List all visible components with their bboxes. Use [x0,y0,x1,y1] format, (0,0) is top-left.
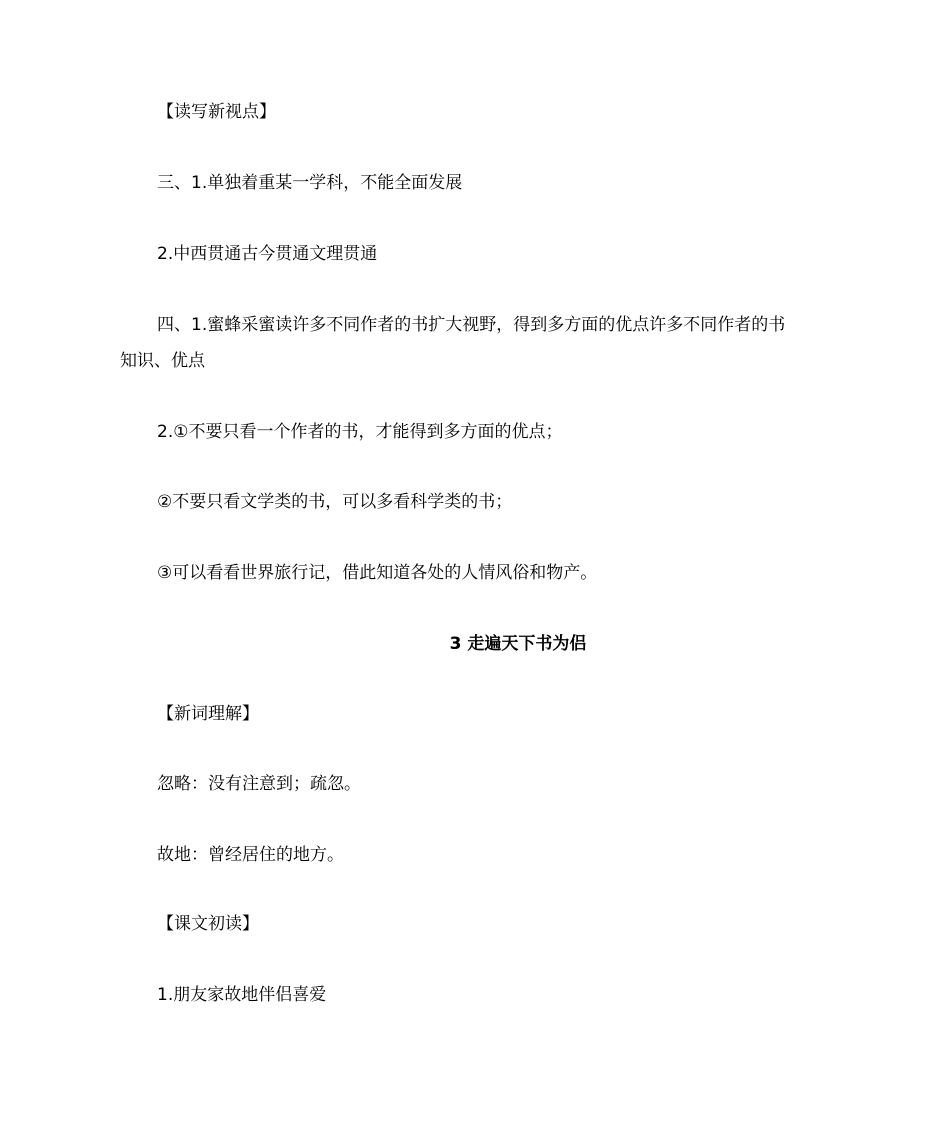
answer-3-1: 三、1.单独着重某一学科，不能全面发展 [157,173,463,193]
lesson-title: 3 走遍天下书为侣 [449,634,587,654]
section-heading-vocabulary: 【新词理解】 [157,704,259,724]
reading-item-1: 1.朋友家故地伴侣喜爱 [157,985,327,1005]
answer-4-2-a: 2.①不要只看一个作者的书，才能得到多方面的优点； [157,422,563,442]
answer-3-2: 2.中西贯通古今贯通文理贯通 [157,244,378,264]
answer-4-1-line1: 四、1.蜜蜂采蜜读许多不同作者的书扩大视野，得到多方面的优点许多不同作者的书 [157,315,786,335]
answer-4-2-c: ③可以看看世界旅行记，借此知道各处的人情风俗和物产。 [157,563,598,583]
vocab-item-2: 故地：曾经居住的地方。 [157,845,344,865]
vocab-item-1: 忽略：没有注意到；疏忽。 [157,774,361,794]
section-heading-first-reading: 【课文初读】 [157,914,259,934]
answer-4-2-b: ②不要只看文学类的书，可以多看科学类的书； [157,492,513,512]
section-heading-reading-writing: 【读写新视点】 [157,102,276,122]
answer-4-1-line2: 知识、优点 [120,351,205,371]
